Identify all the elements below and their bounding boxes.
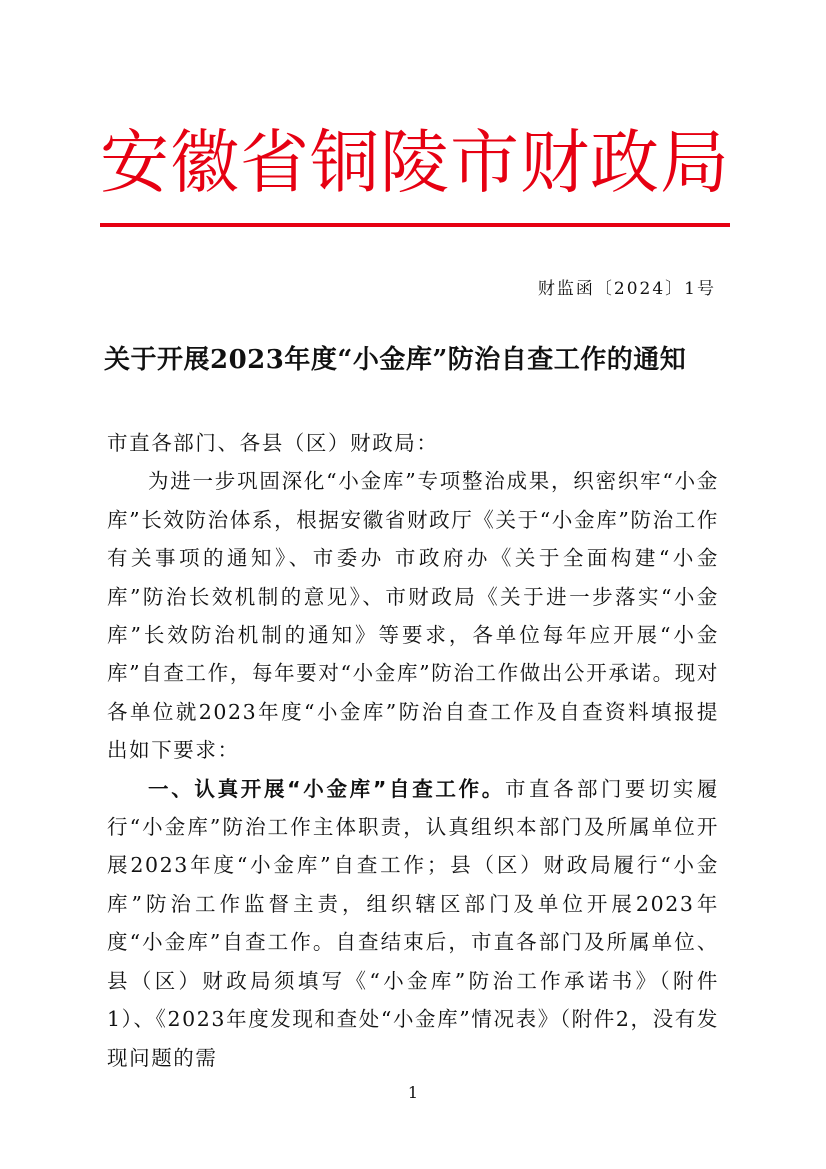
document-number: 财监函〔2024〕1号 xyxy=(537,279,716,299)
section-1-text: 市直各部门要切实履行“小金库”防治工作主体职责，认真组织本部门及所属单位开展2023年度“小金库”自查工作；县（区）财政局履行“小金库”防治工作监督主责，组织辖区部门及单位开展2023年度“小金库”自查工作。自查结束后，市直各部门及所属单位、县（区）财政局须填写《“小金库”防治工作承诺书》（附件1）、《2023年度发现和查处“小金库”情况表》（附件2，没有发现问题的需 xyxy=(107,776,719,1070)
agency-header-title: 安徽省铜陵市财政局 xyxy=(100,123,730,203)
salutation: 市直各部门、各县（区）财政局： xyxy=(107,431,439,455)
page-number: 1 xyxy=(407,1083,419,1102)
intro-paragraph: 为进一步巩固深化“小金库”专项整治成果，织密织牢“小金库”长效防治体系，根据安徽省财政厅《关于“小金库”防治工作有关事项的通知》、市委办 市政府办《关于全面构建“小金库”防治长效机制的意见》、市财政局《关于进一步落实“小金库”长效防治机制的通知》等要求，各单位每年应开展“小金库”自查工作，每年要对“小金库”防治工作做出公开承诺。现对各单位就2023年度“小金库”防治自查工作及自查资料填报提出如下要求： xyxy=(107,469,719,763)
document-body xyxy=(107,424,719,1077)
document-title: 关于开展2023年度“小金库”防治自查工作的通知 xyxy=(104,345,687,375)
section-1-heading: 一、认真开展“小金库”自查工作。 xyxy=(148,776,505,801)
section-1-paragraph xyxy=(107,770,719,1077)
red-separator-rule xyxy=(100,223,730,227)
